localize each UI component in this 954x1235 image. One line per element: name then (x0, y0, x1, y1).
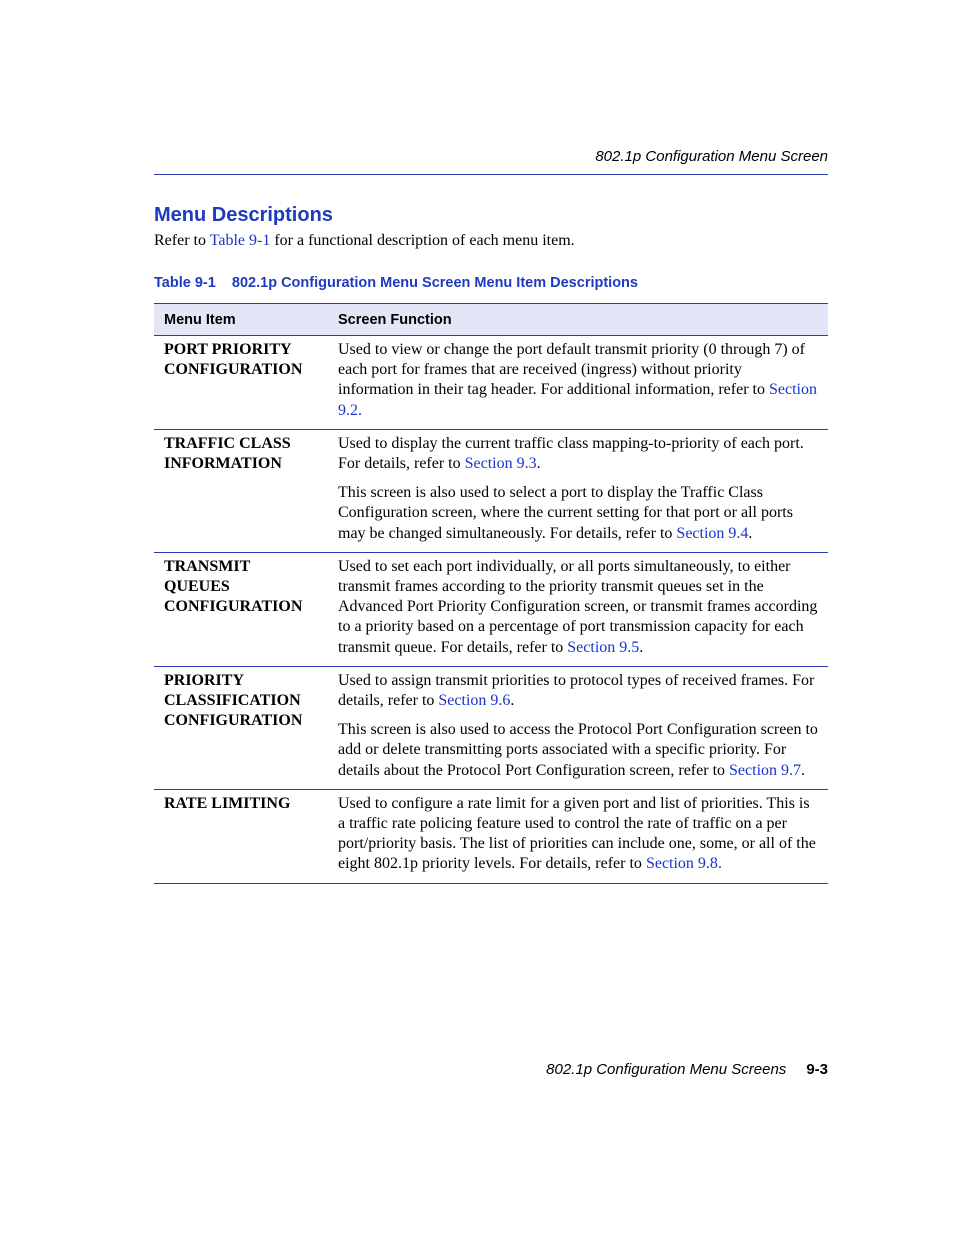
footer-title: 802.1p Configuration Menu Screens (546, 1061, 787, 1078)
intro-paragraph (154, 232, 575, 250)
table-row (154, 666, 828, 789)
page-footer (154, 1061, 828, 1078)
section-9-3-link[interactable]: Section 9.3 (464, 455, 537, 473)
table-caption-label: Table 9-1 (154, 275, 216, 291)
menu-item-name-line: TRAFFIC CLASS (164, 434, 291, 452)
function-text-end: . (639, 638, 644, 656)
menu-item-name-line: INFORMATION (164, 455, 282, 473)
table-caption (154, 275, 638, 291)
table-header-row (154, 304, 828, 336)
menu-item-cell (154, 336, 330, 430)
menu-item-cell (154, 666, 330, 789)
table-row (154, 429, 828, 552)
menu-item-name-line: CONFIGURATION (164, 598, 303, 616)
function-paragraph (338, 340, 818, 421)
function-paragraph (338, 557, 818, 658)
section-heading: Menu Descriptions (154, 204, 333, 226)
table-row (154, 789, 828, 883)
function-text: Used to assign transmit priorities to protocol types of received frames. For details, refer to (338, 671, 815, 710)
function-text-end: . (748, 524, 753, 542)
function-text-end: . (801, 761, 806, 779)
intro-text-after: for a functional description of each menu item. (270, 232, 575, 249)
page-number: 9-3 (806, 1061, 828, 1078)
menu-item-name-line: PRIORITY (164, 671, 245, 689)
menu-item-name-line: CLASSIFICATION (164, 692, 301, 710)
function-text-end: . (717, 855, 722, 873)
function-paragraph (338, 794, 818, 875)
table-9-1-link[interactable]: Table 9-1 (209, 232, 271, 249)
menu-item-name-line: CONFIGURATION (164, 712, 303, 730)
screen-function-cell (330, 336, 828, 430)
menu-item-name-line: RATE LIMITING (164, 794, 291, 812)
menu-descriptions-table (154, 303, 828, 884)
table-row (154, 336, 828, 430)
function-text-end: . (358, 401, 362, 419)
section-9-5-link[interactable]: Section 9.5 (567, 638, 640, 656)
menu-item-cell (154, 789, 330, 883)
screen-function-cell (330, 666, 828, 789)
section-9-4-link[interactable]: Section 9.4 (676, 524, 749, 542)
function-text-end: . (510, 692, 515, 710)
column-header-screen-function: Screen Function (330, 304, 828, 336)
function-paragraph (338, 671, 818, 711)
screen-function-cell (330, 789, 828, 883)
section-9-6-link[interactable]: Section 9.6 (438, 692, 511, 710)
intro-text-before: Refer to (154, 232, 210, 249)
menu-item-name-line: CONFIGURATION (164, 361, 303, 379)
screen-function-cell (330, 552, 828, 666)
function-text: This screen is also used to select a port to display the Traffic Class Configuration screen, where the current setting for that port or all ports may be changed simultaneously. For details, refer to (338, 484, 793, 542)
function-text: Used to view or change the port default transmit priority (0 through 7) of each port for frames that are received (ingress) without priority information in their tag header. For additional information, refer to (338, 341, 805, 399)
function-text-end: . (536, 455, 541, 473)
function-paragraph (338, 483, 818, 544)
function-text: Used to set each port individually, or all ports simultaneously, to either transmit frames according to the priority transmit queues set in the Advanced Port Priority Configuration screen, or transmit frames according to a priority based on a percentage of port transmission capacity for each transmit queue. For details, refer to (338, 557, 818, 656)
table-caption-title: 802.1p Configuration Menu Screen Menu Item Descriptions (231, 275, 638, 291)
header-rule (154, 174, 828, 175)
table-row (154, 552, 828, 666)
screen-function-cell (330, 429, 828, 552)
menu-item-cell (154, 552, 330, 666)
function-text: This screen is also used to access the Protocol Port Configuration screen to add or delete transmitting ports associated with a specific priority. For details about the Protocol Port Configuration screen, refer to (338, 721, 818, 779)
function-paragraph (338, 434, 818, 474)
function-paragraph (338, 720, 818, 781)
menu-item-name-line: TRANSMIT (164, 557, 251, 575)
menu-item-name-line: PORT PRIORITY (164, 341, 292, 358)
running-header: 802.1p Configuration Menu Screen (595, 148, 828, 165)
section-9-8-link[interactable]: Section 9.8 (645, 855, 718, 873)
menu-item-cell (154, 429, 330, 552)
section-9-7-link[interactable]: Section 9.7 (729, 761, 802, 779)
function-text: Used to configure a rate limit for a given port and list of priorities. This is a traffic rate policing feature used to control the rate of traffic on a per port/priority basis. The list of priorities can include one, some, or all of the eight 802.1p priority levels. For details, refer to (338, 794, 816, 873)
function-text: Used to display the current traffic class mapping-to-priority of each port. For details, refer to (338, 434, 804, 473)
column-header-menu-item: Menu Item (154, 304, 330, 336)
menu-item-name-line: QUEUES (164, 578, 230, 596)
section-9-2-link[interactable]: Section 9.2 (338, 381, 817, 419)
